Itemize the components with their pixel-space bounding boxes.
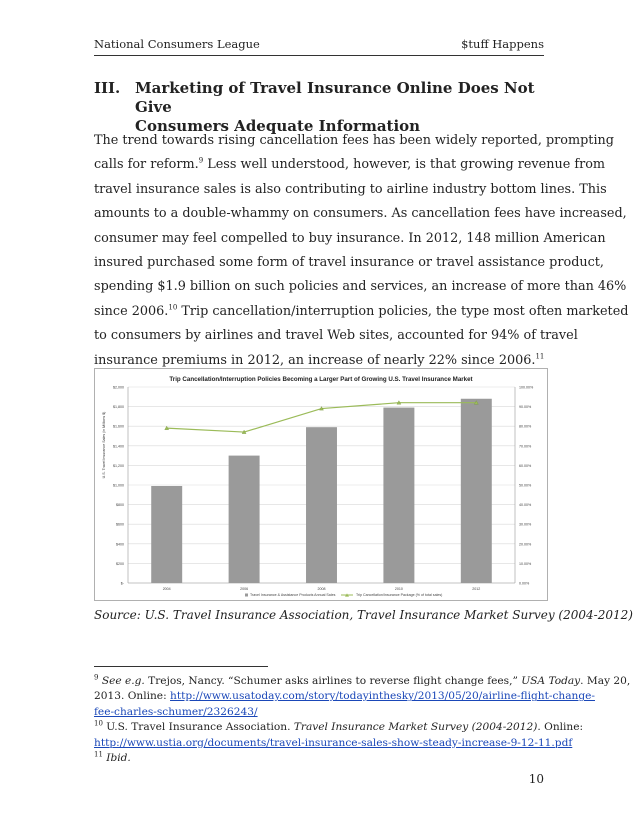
body-line: spending $1.9 billion on such policies and services, an increase of more than 46% [94, 279, 627, 295]
body-line: amounts to a double-whammy on consumers. As cancellation fees have increased, [94, 206, 627, 222]
body-line: travel insurance sales is also contributing to airline industry bottom lines. This [94, 181, 607, 197]
footnote-10-cont [94, 736, 573, 751]
body-line: since 2006.10 Trip cancellation/interruption policies, the type most often marketed [94, 303, 629, 319]
bar-2010 [383, 408, 414, 583]
y2-tick-label: 40.00% [519, 503, 532, 508]
section-number: III. [94, 79, 121, 97]
body-line: The trend towards rising cancellation fees has been widely reported, prompting [94, 133, 614, 148]
y2-tick-label: 80.00% [519, 424, 532, 429]
header-right: $tuff Happens [461, 37, 544, 51]
section-title-line1: Marketing of Travel Insurance Online Does Not Give [135, 79, 535, 116]
footnote-9-cont [94, 705, 546, 720]
y2-tick-label: 100.00% [519, 385, 534, 390]
y2-tick-label: 50.00% [519, 483, 532, 488]
footnote-9-cont: 2013. Online: http://www.usatoday.com/story/todayinthesky/2013/05/20/airline-flight-change- [94, 690, 595, 703]
y2-tick-label: 0.00% [519, 581, 530, 586]
footnote-11: $^{11}$ Ibid. [94, 750, 131, 765]
bar-2004 [151, 486, 182, 583]
page-number: 10 [528, 772, 544, 786]
body-line: consumer may feel compelled to buy insurance. In 2012, 148 million American [94, 230, 606, 246]
chart-source: Source: U.S. Travel Insurance Association, Travel Insurance Market Survey (2004-2012) [94, 608, 633, 622]
footnotes [94, 673, 631, 766]
y-tick-label: $2,000 [113, 385, 124, 390]
body-line: insurance premiums in 2012, an increase of nearly 22% since 2006.11 [94, 352, 545, 368]
y-tick-label: $1,400 [113, 444, 124, 449]
legend-swatch-bars [245, 594, 248, 597]
y2-tick-label: 70.00% [519, 444, 532, 449]
y-tick-label: $400 [116, 542, 124, 547]
body-text [94, 129, 629, 373]
y-tick-label: $200 [116, 561, 124, 566]
body-line: calls for reform.$^9$ Less well understood, however, is that growing revenue from [94, 157, 606, 173]
y-tick-label: $600 [116, 522, 124, 527]
section-title-line2: Consumers Adequate Information [135, 117, 421, 135]
footnote-ref: 9 [198, 157, 204, 166]
header-left: National Consumers League [94, 37, 260, 51]
chart-title: Trip Cancellation/Interruption Policies Becoming a Larger Part of Growing U.S. Travel Insurance Market [169, 376, 473, 383]
footnote-9-link[interactable]: fee-charles-schumer/2326243/ [94, 705, 258, 718]
y-tick-label: $800 [116, 503, 124, 508]
bar-2012 [461, 399, 492, 583]
footnote-9: $^9$ See e.g. Trejos, Nancy. “Schumer asks airlines to reverse flight change fees,” USA Today. May 20, [94, 673, 631, 687]
y-tick-label: $- [120, 581, 124, 586]
footnote-ref: 10 [168, 303, 178, 312]
legend-label: Trip Cancellation/Insurance Package (% of total sales) [356, 593, 443, 597]
body-line: to consumers by airlines and travel Web sites, accounted for 94% of travel [94, 328, 578, 344]
y2-tick-label: 90.00% [519, 405, 532, 410]
y2-tick-label: 30.00% [519, 522, 532, 527]
y-tick-label: $1,800 [113, 405, 124, 410]
travel-insurance-chart [94, 368, 548, 601]
y-tick-label: $1,200 [113, 463, 124, 468]
x-tick-label: 2006 [240, 587, 249, 591]
section-title [135, 79, 535, 136]
bar-2006 [229, 456, 260, 583]
y-tick-label: $1,000 [113, 483, 124, 488]
legend-label: Travel Insurance & Assistance Products Annual Sales [250, 593, 336, 597]
y2-tick-label: 10.00% [519, 561, 532, 566]
y2-tick-label: 20.00% [519, 542, 532, 547]
y-axis-label: U.S. Travel Insurance Sales (in Millions $) [102, 411, 106, 479]
chart-svg [95, 369, 547, 600]
x-tick-label: 2004 [162, 587, 171, 591]
header-rule [94, 55, 544, 56]
y2-tick-label: 60.00% [519, 463, 532, 468]
footnote-10: $^{10}$ U.S. Travel Insurance Association. Travel Insurance Market Survey (2004-2012). Online: [94, 719, 584, 734]
x-tick-label: 2010 [394, 587, 403, 591]
y-tick-label: $1,600 [113, 424, 124, 429]
x-tick-label: 2012 [472, 587, 481, 591]
footnote-ref: 11 [535, 352, 545, 361]
footnote-9-link[interactable]: http://www.usatoday.com/story/todayinthesky/2013/05/20/airline-flight-change- [170, 690, 595, 703]
bar-2008 [306, 427, 337, 583]
footnote-10-link[interactable]: http://www.ustia.org/documents/travel-insurance-sales-show-steady-increase-9-12-11.pdf [94, 736, 573, 749]
x-tick-label: 2008 [317, 587, 326, 591]
footnote-rule [94, 666, 268, 667]
body-line: insured purchased some form of travel insurance or travel assistance product, [94, 255, 605, 271]
